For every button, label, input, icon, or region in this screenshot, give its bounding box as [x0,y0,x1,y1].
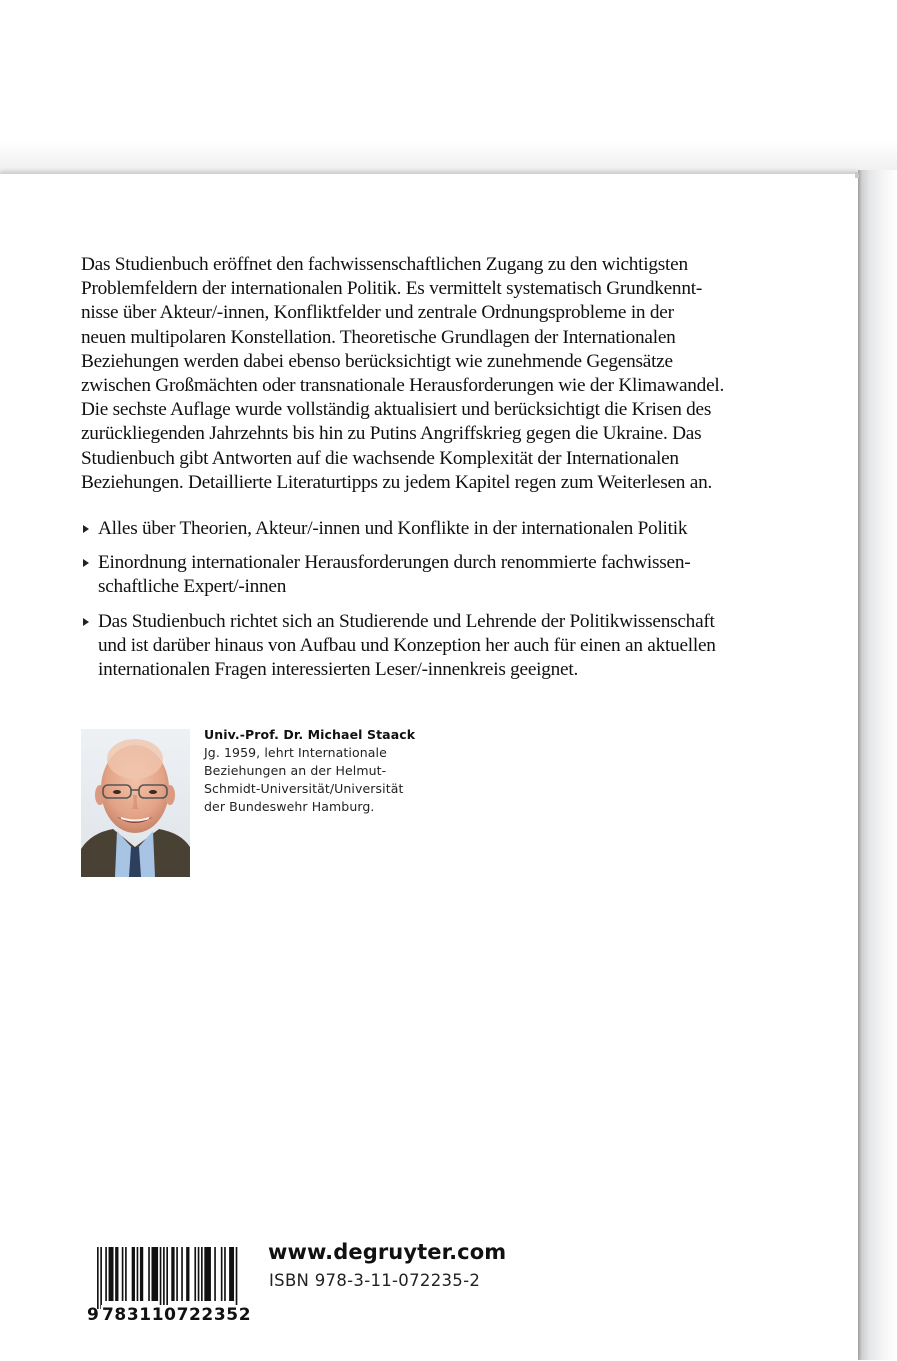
barcode-bar [186,1247,189,1301]
barcode-first-digit: 9 [87,1305,100,1325]
barcode-bar [229,1247,234,1301]
barcode-bar [224,1247,226,1301]
barcode-bar [171,1247,174,1301]
feature-list [81,517,801,692]
barcode-icon [97,1247,239,1309]
barcode [87,1247,252,1327]
barcode-bar [198,1247,200,1301]
feature-line: schaftliche Expert/-innen [98,576,287,598]
barcode-bar [201,1247,203,1301]
barcode-bar [140,1247,143,1301]
barcode-bar [105,1247,107,1301]
feature-item [81,610,801,683]
blurb-text [81,253,781,495]
author-bio-line: Beziehungen an der Helmut- [204,763,387,778]
blurb-line: Das Studienbuch eröffnet den fachwissenschaftlichen Zugang zu den wichtigsten [81,254,688,275]
author-portrait-icon [81,729,190,877]
barcode-bar [125,1247,127,1301]
barcode-bar [97,1247,99,1309]
barcode-bar [100,1247,102,1309]
author-bio-line: Jg. 1959, lehrt Internationale [204,745,387,760]
barcode-bar [163,1247,165,1309]
barcode-bar [122,1247,124,1301]
page-shadow [858,170,897,1360]
barcode-bar [160,1247,162,1309]
barcode-number: 783110722352 [102,1305,252,1325]
background-top [0,0,897,175]
barcode-bar [166,1247,168,1309]
blurb-line: zurückliegenden Jahrzehnts bis hin zu Putins Angriffskrieg gegen die Ukraine. Das [81,423,702,445]
feature-line: und ist darüber hinaus von Aufbau und Konzeption her auch für einen an aktuellen [98,634,716,656]
triangle-bullet-icon [83,525,89,533]
blurb-line: neuen multipolaren Konstellation. Theoretische Grundlagen der Internationalen [81,326,676,348]
blurb-line: Problemfeldern der internationalen Politik. Es vermittelt systematisch Grundkennt- [81,278,702,300]
barcode-bar [137,1247,139,1301]
blurb-line: Beziehungen werden dabei ebenso berücksichtigt wie zunehmende Gegensätze [81,350,673,372]
barcode-bar [181,1247,183,1301]
feature-line: Das Studienbuch richtet sich an Studierende und Lehrende der Politikwissenschaft [98,610,715,632]
triangle-bullet-icon [83,618,89,626]
barcode-bar [221,1247,223,1301]
blurb-line: nisse über Akteur/-innen, Konfliktfelder und zentrale Ordnungsprobleme in der [81,302,674,324]
blurb-line: Die sechste Auflage wurde vollständig aktualisiert und berücksichtigt die Krisen des [81,399,712,421]
feature-item [81,517,801,541]
author-bio-line: der Bundeswehr Hamburg. [204,799,375,814]
blurb-line: Beziehungen. Detaillierte Literaturtipps zu jedem Kapitel regen zum Weiterlesen an. [81,471,713,493]
barcode-bar [194,1247,196,1301]
isbn: ISBN 978-3-11-072235-2 [269,1271,481,1290]
barcode-bar [176,1247,178,1301]
page-corner [855,172,859,178]
barcode-bar [115,1247,118,1301]
author-name: Univ.-Prof. Dr. Michael Staack [204,727,416,742]
barcode-bar [236,1247,238,1309]
barcode-bar [151,1247,158,1301]
blurb-line: Studienbuch gibt Antworten auf die wachsende Komplexität der Internationalen [81,447,679,469]
barcode-bar [214,1247,216,1301]
barcode-bar [204,1247,211,1301]
author-bio-line: Schmidt-Universität/Universität [204,781,404,796]
barcode-bar [148,1247,150,1301]
feature-line: Einordnung internationaler Herausforderungen durch renommierte fachwissen- [98,552,691,574]
author-bio [204,744,464,816]
feature-item [81,551,801,599]
barcode-bar [132,1247,135,1301]
author-info [204,726,464,816]
feature-line: internationalen Fragen interessierten Leser/-innenkreis geeignet. [98,659,579,681]
feature-line: Alles über Theorien, Akteur/-innen und Konflikte in der internationalen Politik [98,518,688,539]
triangle-bullet-icon [83,559,89,567]
barcode-bar [109,1247,114,1301]
publisher-website: www.degruyter.com [268,1240,507,1264]
blurb-line: zwischen Großmächten oder transnationale Herausforderungen wie der Klimawandel. [81,375,725,397]
